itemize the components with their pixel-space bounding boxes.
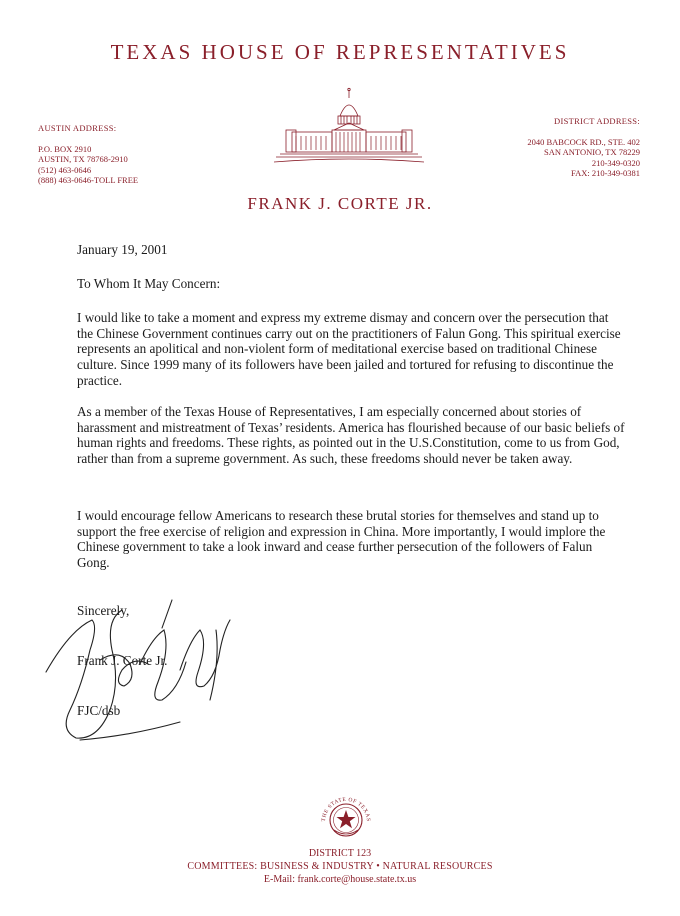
austin-address-line: P.O. BOX 2910	[38, 143, 92, 154]
letterhead-title: TEXAS HOUSE OF REPRESENTATIVES	[110, 40, 570, 64]
handwritten-signature	[40, 590, 240, 750]
footer-district: DISTRICT 123	[308, 848, 372, 859]
austin-address-line: (512) 463-0646	[38, 164, 92, 175]
letter-paragraph: As a member of the Texas House of Representatives, I am especially concerned about stories of harassment and mistreatment of Texas’ residents. America has flourished because of our basic beliefs of human rights and freedoms. These rights, as pointed out in the U.S.Constitution, come to us from God, rather than from a supreme government. As such, these freedoms should never be taken away.	[77, 404, 625, 467]
austin-address-line: (888) 463-0646-TOLL FREE	[38, 175, 139, 185]
capitol-building-icon	[274, 86, 424, 166]
state-of-texas-seal-icon	[316, 788, 376, 848]
austin-address-heading: AUSTIN ADDRESS:	[38, 123, 117, 133]
district-address-heading: DISTRICT ADDRESS:	[554, 116, 640, 126]
district-address-line: 2040 BABCOCK RD., STE. 402	[527, 136, 640, 147]
signer-name: Frank J. Corte Jr.	[77, 653, 168, 668]
representative-name: FRANK J. CORTE JR.	[247, 194, 433, 213]
district-address-block	[527, 116, 640, 179]
footer-email: E-Mail: frank.corte@house.state.tx.us	[263, 874, 417, 885]
footer-committees: COMMITTEES: BUSINESS & INDUSTRY • NATURAL RESOURCES	[187, 861, 493, 872]
seal-text: THE STATE OF TEXAS	[320, 796, 372, 822]
letter-paragraph: I would like to take a moment and express my extreme dismay and concern over the persecution that the Chinese Government continues carry out on the practitioners of Falun Gong. This spiritual exercise represents an apolitical and non-violent form of meditational exercise based on traditional Chinese culture. Since 1999 many of its followers have been jailed and tortured for refusing to discontinue the practice.	[77, 310, 621, 388]
typist-initials: FJC/dsb	[77, 703, 121, 718]
austin-address-block	[38, 123, 138, 186]
district-address-line: SAN ANTONIO, TX 78229	[543, 147, 640, 157]
district-address-line: 210-349-0320	[591, 157, 640, 168]
letter-salutation: To Whom It May Concern:	[77, 276, 221, 291]
district-address-line: FAX: 210-349-0381	[570, 168, 640, 178]
letter-date: January 19, 2001	[77, 242, 168, 257]
letter-closing: Sincerely,	[77, 603, 130, 618]
letter-paragraph: I would encourage fellow Americans to research these brutal stories for themselves and stand up to support the free exercise of religion and expression in China. More importantly, I would implore the Chinese government to take a look inward and cease further persecution of the followers of Falun Gong.	[77, 508, 606, 571]
austin-address-line: AUSTIN, TX 78768-2910	[38, 154, 128, 164]
